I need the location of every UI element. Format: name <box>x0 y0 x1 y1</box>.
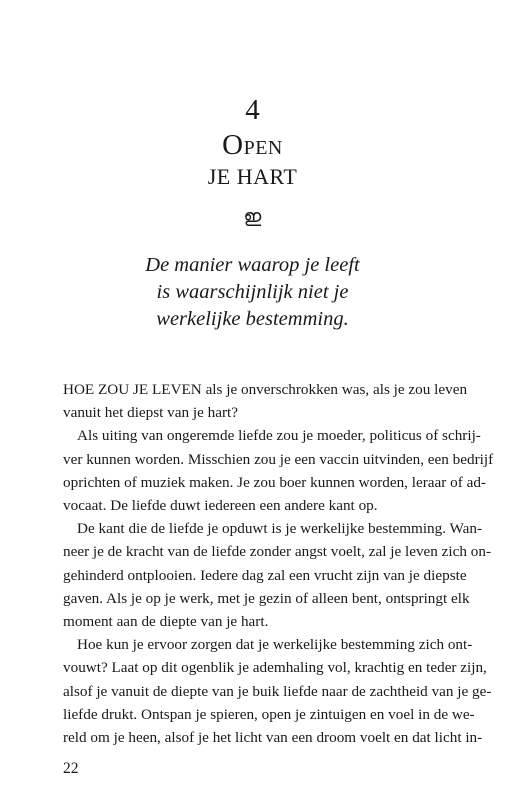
chapter-number: 4 <box>245 94 260 126</box>
text-line: gaven. Als je op je werk, met je gezin of alleen bent, ontspringt elk <box>63 589 470 607</box>
chapter-title-line2: JE HART <box>207 164 298 189</box>
text-line: reld om je heen, alsof je het licht van een droom voelt en dat licht in- <box>63 729 483 747</box>
text-line: Als uiting van ongeremde liefde zou je moeder, politicus of schrij- <box>77 427 481 445</box>
text-line: HOE ZOU JE LEVEN als je onverschrokken was, als je zou leven <box>63 381 468 398</box>
text-line: neer je de kracht van de liefde zonder angst voelt, zal je leven zich on- <box>63 543 492 561</box>
text-line: vocaat. De liefde duwt iedereen een andere kant op. <box>63 497 378 515</box>
text-line: vouwt? Laat op dit ogenblik je ademhaling vol, krachtig en teder zijn, <box>63 659 487 677</box>
epigraph-line: werkelijke bestemming. <box>156 308 349 330</box>
ornament-icon: ഇ <box>243 206 262 226</box>
body-text <box>63 378 494 749</box>
page-number: 22 <box>63 760 79 777</box>
epigraph-line: De manier waarop je leeft <box>145 254 360 276</box>
text-line: oprichten of muziek maken. Je zou boer kunnen worden, leraar of ad- <box>63 473 486 491</box>
text-line: ver kunnen worden. Misschien zou je een vaccin uitvinden, een bedrijf <box>63 450 494 468</box>
epigraph <box>0 252 505 333</box>
text-line: De kant die de liefde je opduwt is je werkelijke bestemming. Wan- <box>77 520 483 538</box>
paragraph <box>63 633 492 749</box>
text-line: moment aan de diepte van je hart. <box>63 613 269 631</box>
epigraph-line: is waarschijnlijk niet je <box>156 281 349 303</box>
text-line: liefde drukt. Ontspan je spieren, open je zintuigen en voel in de we- <box>63 705 475 723</box>
text-line: Hoe kun je ervoor zorgen dat je werkelijke bestemming zich ont- <box>77 636 473 654</box>
paragraph <box>63 378 468 424</box>
paragraph <box>63 424 494 517</box>
text-line: gehinderd ontplooien. Iedere dag zal een vrucht zijn van je diepste <box>63 566 467 584</box>
paragraph <box>63 517 492 633</box>
chapter-title-line1: Open <box>222 129 283 161</box>
text-line: alsof je vanuit de diepte van je buik liefde naar de zachtheid van je ge- <box>63 682 492 700</box>
text-line: vanuit het diepst van je hart? <box>63 404 239 422</box>
